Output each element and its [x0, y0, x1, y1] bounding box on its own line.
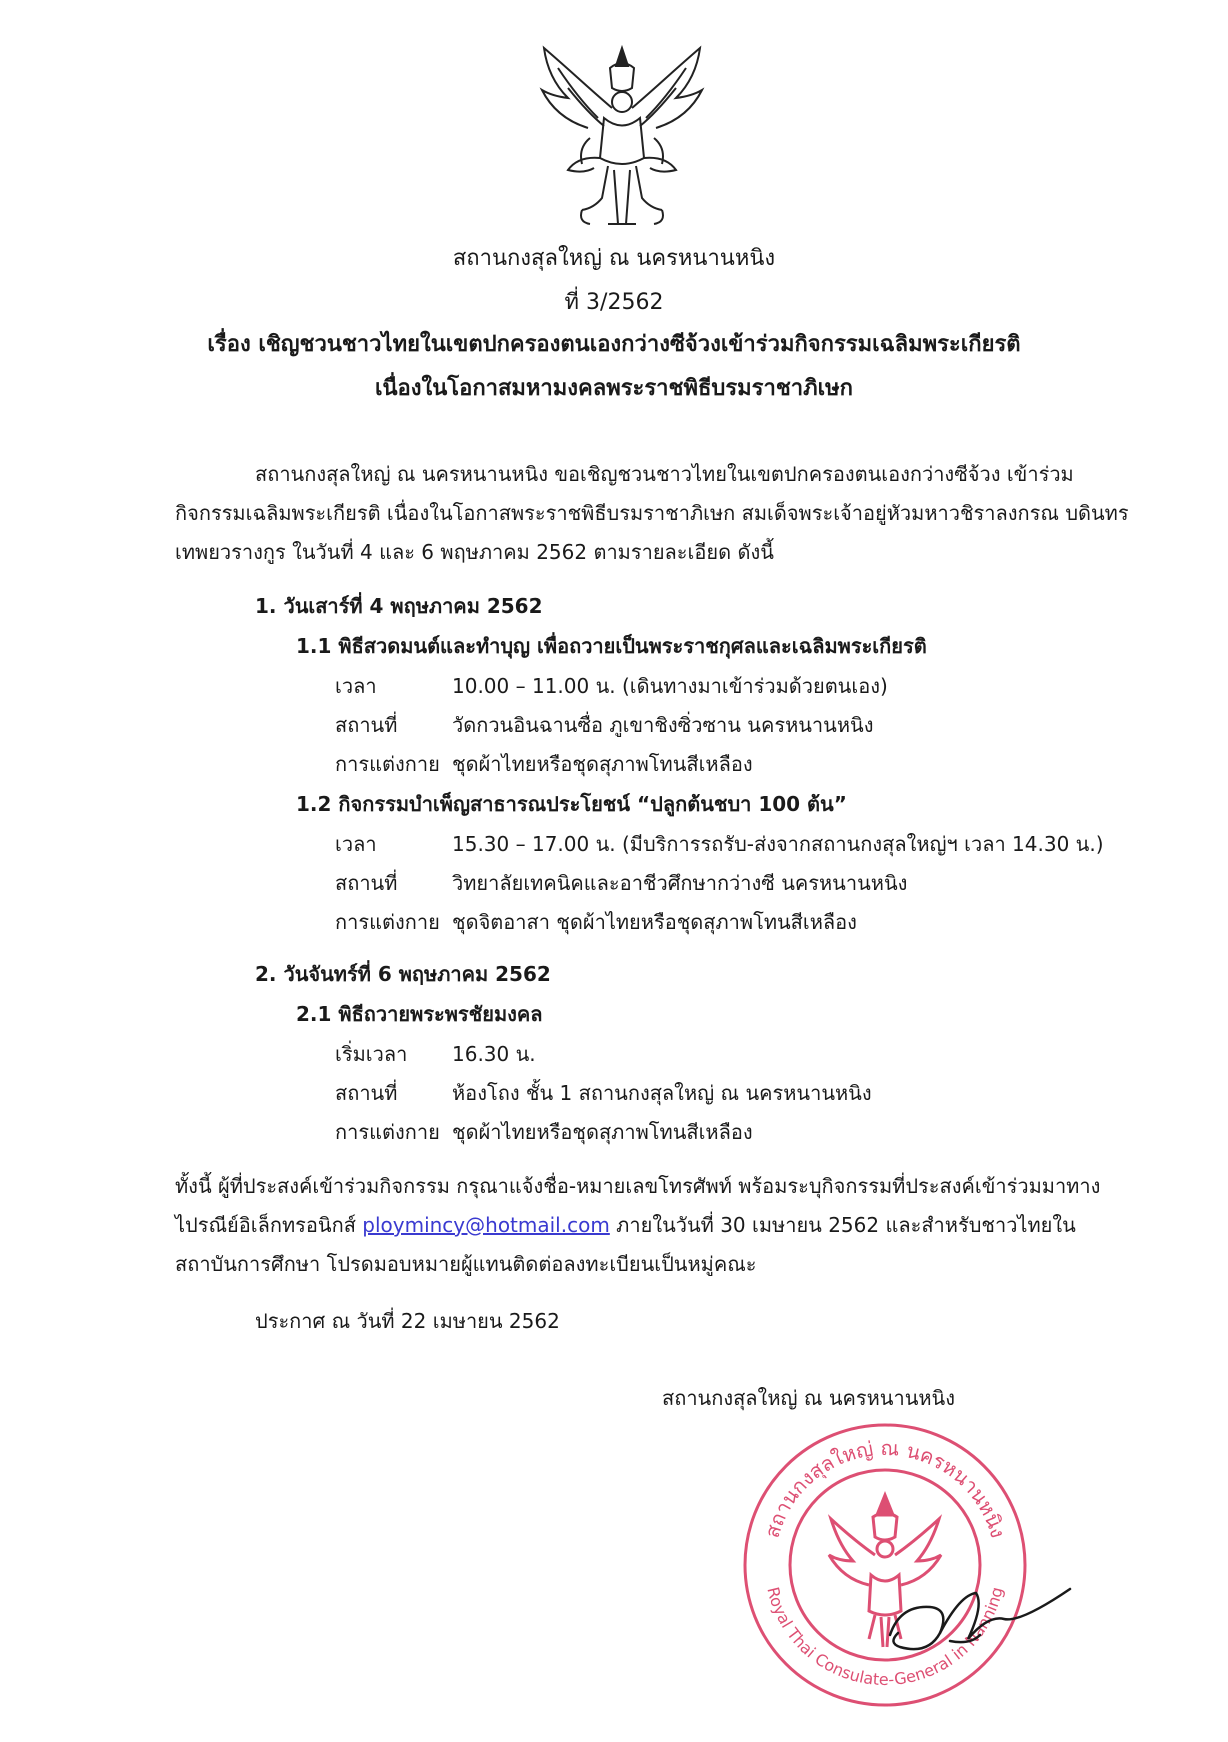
closing-line-2-prefix: ไปรณีย์อิเล็กทรอนิกส์ [175, 1213, 363, 1237]
signature-icon [880, 1575, 1080, 1665]
activity-2-1-place-value: ห้องโถง ชั้น 1 สถานกงสุลใหญ่ ณ นครหนานหนิง [452, 1081, 872, 1105]
activity-2-1-time-label: เริ่มเวลา [335, 1042, 408, 1066]
activity-1-1-time-value: 10.00 – 11.00 น. (เดินทางมาเข้าร่วมด้วยตนเอง) [452, 674, 888, 698]
intro-line-1: สถานกงสุลใหญ่ ณ นครหนานหนิง ขอเชิญชวนชาวไทยในเขตปกครองตนเองกว่างซีจ้วง เข้าร่วม [255, 462, 1074, 486]
activity-2-1-dress-label: การแต่งกาย [335, 1120, 440, 1144]
activity-1-2-title: 1.2 กิจกรรมบำเพ็ญสาธารณประโยชน์ “ปลูกต้นชบา 100 ต้น” [296, 792, 847, 816]
activity-1-1-dress-value: ชุดผ้าไทยหรือชุดสุภาพโทนสีเหลือง [452, 752, 753, 776]
activity-1-1-place-value: วัดกวนอินฉานซื่อ ภูเขาชิงซิ่วซาน นครหนานหนิง [452, 713, 874, 737]
activity-2-1-title: 2.1 พิธีถวายพระพรชัยมงคล [296, 1002, 543, 1026]
activity-1-2-dress-label: การแต่งกาย [335, 910, 440, 934]
activity-1-1-time-label: เวลา [335, 674, 377, 698]
activity-1-1-title: 1.1 พิธีสวดมนต์และทำบุญ เพื่อถวายเป็นพระราชกุศลและเฉลิมพระเกียรติ [296, 634, 927, 658]
seal-text-bottom: Royal Thai Consulate-General in Nanning [763, 1585, 1007, 1690]
closing-line-1: ทั้งนี้ ผู้ที่ประสงค์เข้าร่วมกิจกรรม กรุณาแจ้งชื่อ-หมายเลขโทรศัพท์ พร้อมระบุกิจกรรมที่ประสงค์เข้าร่วมมาทาง [175, 1174, 1101, 1198]
activity-1-2-dress-value: ชุดจิตอาสา ชุดผ้าไทยหรือชุดสุภาพโทนสีเหลือง [452, 910, 857, 934]
activity-1-2-time-label: เวลา [335, 832, 377, 856]
subject-line-1: เรื่อง เชิญชวนชาวไทยในเขตปกครองตนเองกว่างซีจ้วงเข้าร่วมกิจกรรมเฉลิมพระเกียรติ [207, 332, 1021, 357]
intro-line-2: กิจกรรมเฉลิมพระเกียรติ เนื่องในโอกาสพระราชพิธีบรมราชาภิเษก สมเด็จพระเจ้าอยู่หัวมหาวชิราลงกรณ บดินทร [175, 501, 1129, 525]
activity-1-1-dress-label: การแต่งกาย [335, 752, 440, 776]
office-name: สถานกงสุลใหญ่ ณ นครหนานหนิง [452, 246, 776, 271]
consulate-seal-icon [735, 1415, 1035, 1715]
signoff-office: สถานกงสุลใหญ่ ณ นครหนานหนิง [662, 1386, 955, 1410]
closing-line-3: สถาบันการศึกษา โปรดมอบหมายผู้แทนติดต่อลงทะเบียนเป็นหมู่คณะ [175, 1252, 757, 1276]
activity-1-2-place-value: วิทยาลัยเทคนิคและอาชีวศึกษากว่างซี นครหนานหนิง [452, 871, 908, 895]
activity-1-2-time-value: 15.30 – 17.00 น. (มีบริการรถรับ-ส่งจากสถานกงสุลใหญ่ฯ เวลา 14.30 น.) [452, 832, 1104, 856]
intro-line-3: เทพยวรางกูร ในวันที่ 4 และ 6 พฤษภาคม 2562 ตามรายละเอียด ดังนี้ [175, 540, 774, 564]
closing-line-2 [175, 1209, 1076, 1241]
garuda-emblem-icon [538, 38, 706, 238]
day1-title: 1. วันเสาร์ที่ 4 พฤษภาคม 2562 [255, 594, 543, 618]
subject-line-2: เนื่องในโอกาสมหามงคลพระราชพิธีบรมราชาภิเษก [375, 376, 853, 401]
document-number: ที่ 3/2562 [564, 290, 664, 315]
activity-2-1-place-label: สถานที่ [335, 1081, 398, 1105]
day2-title: 2. วันจันทร์ที่ 6 พฤษภาคม 2562 [255, 962, 551, 986]
contact-email-link[interactable]: ploymincy@hotmail.com [362, 1213, 610, 1237]
activity-1-2-place-label: สถานที่ [335, 871, 398, 895]
activity-2-1-time-value: 16.30 น. [452, 1042, 536, 1066]
closing-line-2-suffix: ภายในวันที่ 30 เมษายน 2562 และสำหรับชาวไทยใน [609, 1213, 1076, 1237]
seal-text-top: สถานกงสุลใหญ่ ณ นครหนานหนิง [759, 1435, 1011, 1541]
activity-1-1-place-label: สถานที่ [335, 713, 398, 737]
announcement-date: ประกาศ ณ วันที่ 22 เมษายน 2562 [255, 1309, 560, 1333]
activity-2-1-dress-value: ชุดผ้าไทยหรือชุดสุภาพโทนสีเหลือง [452, 1120, 753, 1144]
